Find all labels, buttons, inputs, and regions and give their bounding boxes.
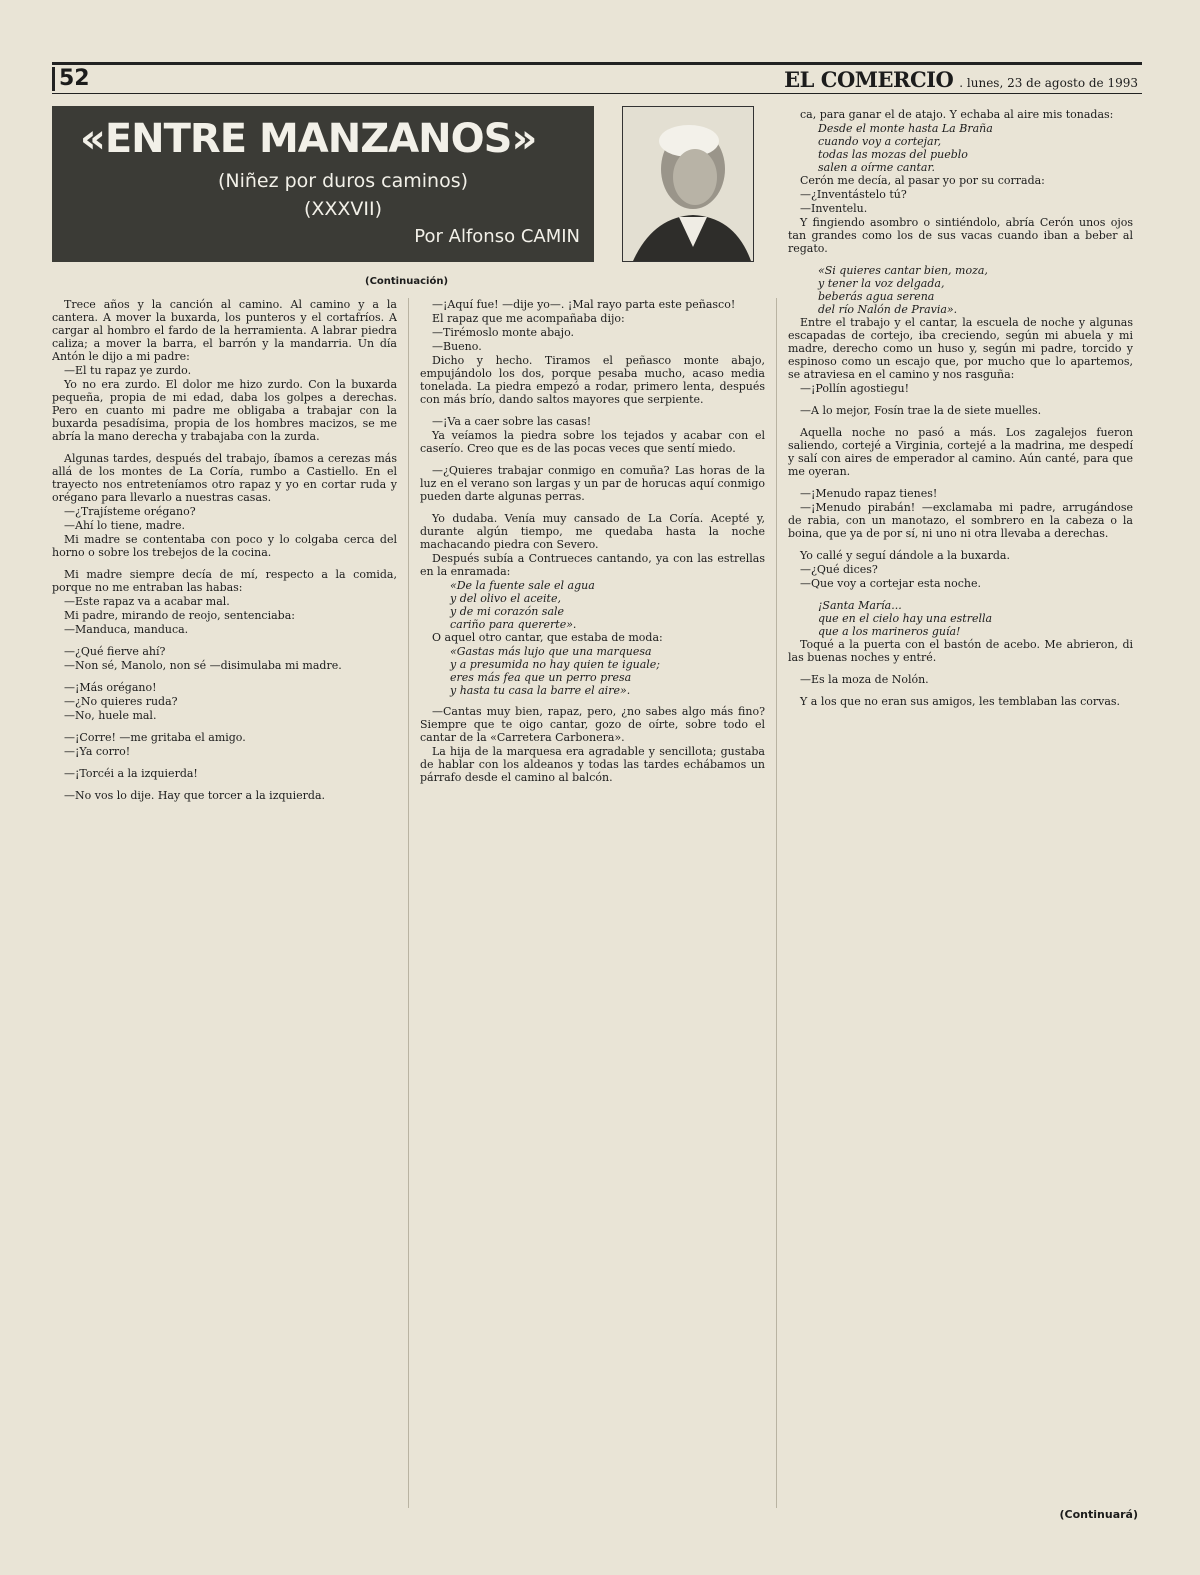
text-column-3 <box>788 108 1133 1518</box>
paragraph: —Inventelu. <box>800 202 868 215</box>
verse-line: ¡Santa María... <box>818 599 902 612</box>
paragraph: —¡Pollín agostiegu! <box>800 382 909 395</box>
paragraph: —¿Inventástelo tú? <box>800 188 907 201</box>
paragraph-gap <box>52 637 397 645</box>
paragraph-gap <box>788 541 1133 549</box>
paragraph: —¿Quieres trabajar conmigo en comuña? Las horas de la luz en el verano son largas y un par de horucas aquí conmigo pueden darte algunas perras. <box>420 464 765 503</box>
verse-line: Desde el monte hasta La Braña <box>818 122 993 135</box>
verse-line: eres más fea que un perro presa <box>450 671 632 684</box>
verse-line: que a los marineros guía! <box>818 625 961 638</box>
paragraph-gap <box>420 456 765 464</box>
paragraph: Toqué a la puerta con el bastón de acebo. Me abrieron, di las buenas noches y entré. <box>788 638 1133 664</box>
paragraph: —Non sé, Manolo, non sé —disimulaba mi madre. <box>64 659 342 672</box>
verse-line: que en el cielo hay una estrella <box>818 612 993 625</box>
article-subtitle: (Niñez por duros caminos) <box>217 170 469 192</box>
paragraph: —¡Ya corro! <box>64 745 131 758</box>
paragraph: —Este rapaz va a acabar mal. <box>64 595 230 608</box>
paragraph: Después subía a Contrueces cantando, ya con las estrellas en la enramada: <box>420 552 765 578</box>
paragraph: —¡Va a caer sobre las casas! <box>432 415 592 428</box>
paragraph: Ya veíamos la piedra sobre los tejados y acabar con el caserío. Creo que es de las pocas veces que sentí miedo. <box>420 429 765 455</box>
article-title: «ENTRE MANZANOS» <box>80 116 537 162</box>
paragraph: —¡Menudo pirabán! —exclamaba mi padre, arrugándose de rabia, con un manotazo, el sombrero en la cabeza o la boina, que ya de por sí, ni uno ni otra llevaba a derechas. <box>788 501 1133 540</box>
paragraph: Mi madre se contentaba con poco y lo colgaba cerca del horno o sobre los trebejos de la cocina. <box>52 533 397 559</box>
paragraph-gap <box>52 444 397 452</box>
page-number: 52 <box>52 67 90 91</box>
paragraph: La hija de la marquesa era agradable y sencillota; gustaba de hablar con los aldeanos y todas las tardes echábamos un párrafo desde el camino al balcón. <box>420 745 765 784</box>
paragraph: —¡Corre! —me gritaba el amigo. <box>64 731 246 744</box>
paragraph: Y fingiendo asombro o sintiéndolo, abría Cerón unos ojos tan grandes como los de sus vacas cuando iban a beber al regato. <box>788 216 1133 255</box>
paragraph: —El tu rapaz ye zurdo. <box>64 364 192 377</box>
paragraph: —¡Menudo rapaz tienes! <box>800 487 938 500</box>
paragraph: Mi padre, mirando de reojo, sentenciaba: <box>64 609 295 622</box>
verse-line: todas las mozas del pueblo <box>818 148 968 161</box>
column-rule <box>408 298 409 1508</box>
continuation-marker: (Continuación) <box>365 276 449 287</box>
paragraph: Entre el trabajo y el cantar, la escuela de noche y algunas escapadas de cortejo, iba creciendo, según mi abuela y mi madre, derecho como un huso y, según mi padre, torcido y espinoso como un escajo que, por mucho que lo apartemos, se atraviesa en el camino y nos rasguña: <box>788 316 1133 381</box>
paragraph-gap <box>788 479 1133 487</box>
author-portrait <box>622 106 754 262</box>
paragraph: Yo dudaba. Venía muy cansado de La Coría. Acepté y, durante algún tiempo, me quedaba hasta la noche machacando piedra con Severo. <box>420 512 765 551</box>
verse-line: y hasta tu casa la barre el aire». <box>450 684 631 697</box>
paragraph: Trece años y la canción al camino. Al camino y a la cantera. A mover la buxarda, los punteros y el cortafríos. A cargar al hombro el fardo de la herramienta. A labrar piedra caliza; a mover la barra, el barrón y la mandarria. Un día Antón le dijo a mi padre: <box>52 298 397 363</box>
verse-line: cariño para quererte». <box>450 618 577 631</box>
paragraph: Mi madre siempre decía de mí, respecto a la comida, porque no me entraban las habas: <box>52 568 397 594</box>
paragraph-gap <box>788 591 1133 599</box>
paragraph: Cerón me decía, al pasar yo por su corrada: <box>800 174 1045 187</box>
portrait-photo <box>623 107 753 261</box>
paragraph: —Bueno. <box>432 340 482 353</box>
paragraph: —¡Aquí fue! —dije yo—. ¡Mal rayo parta este peñasco! <box>432 298 736 311</box>
verse-line: del río Nalón de Pravia». <box>818 303 958 316</box>
verse-line: y a presumida no hay quien te iguale; <box>450 658 661 671</box>
verse-line: y del olivo el aceite, <box>450 592 561 605</box>
text-column-1 <box>52 298 397 1518</box>
paragraph: El rapaz que me acompañaba dijo: <box>432 312 625 325</box>
paragraph: O aquel otro cantar, que estaba de moda: <box>432 631 663 644</box>
paragraph-gap <box>420 697 765 705</box>
verse-line: y de mi corazón sale <box>450 605 565 618</box>
paragraph: —¿Qué dices? <box>800 563 878 576</box>
article-title-block <box>52 106 594 262</box>
verse-line: beberás agua serena <box>818 290 935 303</box>
verse-line: «De la fuente sale el agua <box>450 579 595 592</box>
paragraph: Yo callé y seguí dándole a la buxarda. <box>800 549 1010 562</box>
verse-line: salen a oírme cantar. <box>818 161 936 174</box>
paragraph: Yo no era zurdo. El dolor me hizo zurdo. Con la buxarda pequeña, propia de mi edad, daba los golpes a derechas. Pero en cuanto mi padre me obligaba a trabajar con la buxarda pesadísima, propia de los hombres macizos, se me abría la mano derecha y trabajaba con la zurda. <box>52 378 397 443</box>
verse-line: «Si quieres cantar bien, moza, <box>818 264 988 277</box>
paragraph: —¡Más orégano! <box>64 681 157 694</box>
column-rule <box>776 298 777 1508</box>
paragraph-gap <box>52 781 397 789</box>
paragraph-gap <box>788 418 1133 426</box>
paragraph-gap <box>420 407 765 415</box>
paragraph: —A lo mejor, Fosín trae la de siete muelles. <box>800 404 1042 417</box>
paragraph: —Cantas muy bien, rapaz, pero, ¿no sabes algo más fino? Siempre que te oigo cantar, gozo de oírte, sobre todo el cantar de la «Carretera Carbonera». <box>420 705 765 744</box>
paragraph: Y a los que no eran sus amigos, les temblaban las corvas. <box>800 695 1121 708</box>
paragraph: —Ahí lo tiene, madre. <box>64 519 186 532</box>
paragraph-gap <box>788 396 1133 404</box>
paragraph-gap <box>788 256 1133 264</box>
paragraph: —No vos lo dije. Hay que torcer a la izquierda. <box>64 789 326 802</box>
verse-line: cuando voy a cortejar, <box>818 135 942 148</box>
paragraph: Aquella noche no pasó a más. Los zagalejos fueron saliendo, cortejé a Virginia, cortejé a la madrina, me despedí y salí con aires de emperador al camino. Aún canté, para que me oyeran. <box>788 426 1133 478</box>
continued-marker: (Continuará) <box>1059 1508 1138 1521</box>
paragraph: —Manduca, manduca. <box>64 623 189 636</box>
author-byline: Por Alfonso CAMIN <box>414 226 580 247</box>
paragraph-gap <box>788 687 1133 695</box>
paragraph: —¿Qué fierve ahí? <box>64 645 166 658</box>
paragraph: —Tirémoslo monte abajo. <box>432 326 575 339</box>
paragraph: —¡Torcéi a la izquierda! <box>64 767 198 780</box>
masthead <box>784 67 1142 92</box>
paragraph-gap <box>52 673 397 681</box>
installment-number: (XXXVII) <box>303 198 383 220</box>
paragraph-gap <box>420 504 765 512</box>
paragraph-gap <box>52 723 397 731</box>
text-column-2 <box>420 298 765 1518</box>
paragraph: —¿Trajísteme orégano? <box>64 505 196 518</box>
paragraph: ca, para ganar el de atajo. Y echaba al aire mis tonadas: <box>800 108 1114 121</box>
page-header <box>52 62 1142 94</box>
paragraph: —Que voy a cortejar esta noche. <box>800 577 981 590</box>
paragraph-gap <box>52 560 397 568</box>
paragraph: —Es la moza de Nolón. <box>800 673 929 686</box>
paragraph: Algunas tardes, después del trabajo, íbamos a cerezas más allá de los montes de La Coría, rumbo a Castiello. En el trayecto nos entreteníamos otro rapaz y yo en cortar ruda y orégano para llevarlo a nuestras casas. <box>52 452 397 504</box>
verse-line: y tener la voz delgada, <box>818 277 945 290</box>
verse-line: «Gastas más lujo que una marquesa <box>450 645 652 658</box>
paragraph-gap <box>788 665 1133 673</box>
masthead-name: EL COMERCIO <box>784 66 954 92</box>
issue-date: . lunes, 23 de agosto de 1993 <box>959 75 1138 90</box>
paragraph: —No, huele mal. <box>64 709 157 722</box>
paragraph: —¿No quieres ruda? <box>64 695 178 708</box>
paragraph-gap <box>52 759 397 767</box>
paragraph: Dicho y hecho. Tiramos el peñasco monte abajo, empujándolo los dos, porque pesaba mucho, acaso media tonelada. La piedra empezó a rodar, primero lenta, después con más brío, dando saltos mayores que serpiente. <box>420 354 765 406</box>
